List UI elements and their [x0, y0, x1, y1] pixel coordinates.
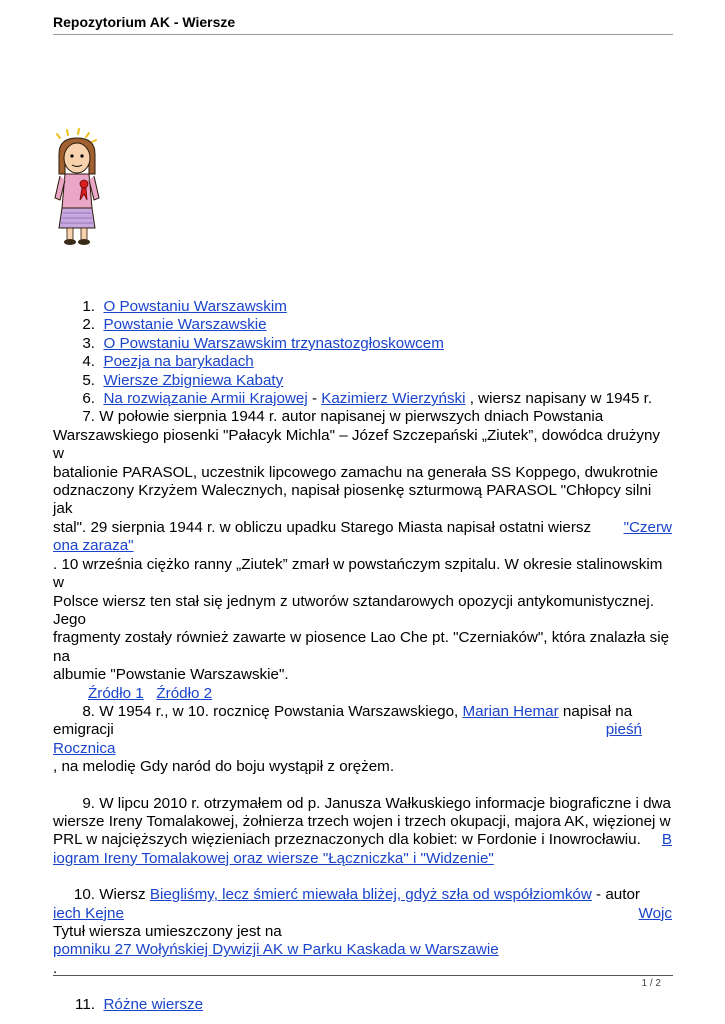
poem-list — [53, 298, 672, 1015]
link-author-wierzynski[interactable]: Kazimierz Wierzyński — [321, 390, 466, 408]
link-biogram[interactable]: B — [661, 831, 672, 849]
item-text: batalionie PARASOL, uczestnik lipcowego zamachu na generała SS Koppego, dwukrotnie — [53, 463, 659, 481]
link-wiersze-kabaty[interactable]: Wiersze Zbigniewa Kabaty — [103, 371, 284, 389]
link-author-kejne[interactable]: Wojc — [638, 904, 672, 922]
link-czerwona-zaraza-cont[interactable]: ona zaraza" — [53, 537, 134, 555]
footer-divider — [53, 975, 673, 976]
item-text: fragmenty zostały również zawarte w piosence Lao Che pt. "Czerniaków", która znalazła się na — [53, 629, 670, 665]
page-number: 1 / 2 — [641, 978, 661, 989]
link-author-kejne-cont[interactable]: iech Kejne — [53, 904, 124, 922]
link-powstaniu-warszawskim[interactable]: Powstaniu Warszawskim — [115, 298, 287, 315]
link-author-hemar[interactable]: Marian Hemar — [462, 702, 559, 720]
link-pomnik[interactable]: pomniku 27 Wołyńskiej Dywizji AK w Parku Kaskada w Warszawie — [53, 941, 499, 959]
link-poezja-na-barykadach[interactable]: Poezja na barykadach — [103, 353, 254, 371]
list-item — [53, 996, 672, 1014]
list-number: 7. — [82, 408, 95, 426]
link-rocznica[interactable]: Rocznica — [53, 739, 116, 757]
list-item — [53, 335, 672, 353]
list-item — [53, 372, 672, 390]
page-title: Repozytorium AK - Wiersze — [53, 14, 236, 30]
list-number: 8. — [82, 702, 95, 720]
item-text: Wiersz — [95, 886, 150, 904]
item-text: . — [53, 959, 58, 977]
link-czerwona-zaraza[interactable]: "Czerw — [623, 518, 672, 536]
item-text: W połowie sierpnia 1944 r. autor napisanej w pierwszych dniach Powstania — [95, 408, 604, 426]
link-o[interactable]: O — [103, 298, 116, 315]
link-powstanie-warszawskie[interactable]: Powstanie Warszawskie — [103, 316, 267, 334]
list-item — [53, 298, 672, 316]
item-text: W lipcu 2010 r. otrzymałem od p. Janusza Wałkuskiego informacje biograficzne i dwa — [95, 794, 671, 812]
list-item-9 — [53, 795, 672, 869]
list-number: 11. — [75, 996, 95, 1014]
list-number: 3. — [82, 334, 95, 352]
item-text: , wiersz napisany w 1945 r. — [465, 390, 653, 408]
spacer — [53, 777, 672, 795]
item-text: emigracji — [53, 721, 114, 739]
item-text: , na melodię Gdy naród do boju wystąpił z orężem. — [53, 758, 395, 776]
link-zrodlo-2[interactable]: Źródło 2 — [156, 684, 213, 702]
list-number: 4. — [82, 353, 95, 371]
link-poem-bieglismy[interactable]: Biegliśmy, lecz śmierć miewała bliżej, gdyż szła od współziomków — [149, 886, 592, 904]
item-text: . 10 września ciężko ranny „Ziutek” zmarł w powstańczym szpitalu. W okresie stalinowskim w — [53, 555, 663, 592]
list-item-7 — [53, 408, 672, 703]
item-text: albumie "Powstanie Warszawskie". — [53, 666, 289, 684]
list-item-10 — [53, 886, 672, 978]
item-text: Warszawskiego piosenki "Pałacyk Michla" – Józef Szczepański „Ziutek”, dowódca drużyny w — [53, 426, 660, 463]
item-text: Tytuł wiersza umieszczony jest na — [53, 923, 282, 940]
item-text: stal". 29 sierpnia 1944 r. w obliczu upadku Starego Miasta napisał ostatni wiersz — [53, 518, 592, 536]
header-divider — [53, 34, 673, 35]
item-text: Polsce wiersz ten stał się jednym z utworów sztandarowych opozycji antykomunistycznej. Jego — [53, 592, 654, 628]
item-text: wiersze Ireny Tomalakowej, żołnierza trzech wojen i trzech okupacji, majora AK, więzionej w — [53, 812, 671, 830]
link-trzynastozgloskowcem[interactable]: O Powstaniu Warszawskim trzynastozgłoskowcem — [103, 334, 444, 352]
link-piesn[interactable]: pieśń — [605, 721, 642, 739]
item-text: W 1954 r., w 10. rocznicę Powstania Warszawskiego, — [95, 702, 463, 720]
list-number: 1. — [82, 298, 95, 315]
spacer — [53, 868, 672, 886]
spacer — [53, 978, 672, 996]
item-text: napisał na — [558, 702, 633, 720]
link-biogram-cont[interactable]: iogram Ireny Tomalakowej oraz wiersze "Łączniczka" i "Widzenie" — [53, 849, 494, 867]
item-text: - autor — [591, 886, 640, 904]
link-zrodlo-1[interactable]: Źródło 1 — [88, 684, 144, 702]
girl-with-red-ribbon-icon — [51, 128, 103, 246]
list-number: 2. — [82, 316, 95, 334]
list-item — [53, 390, 672, 408]
link-na-rozwiazanie-ak[interactable]: Na rozwiązanie Armii Krajowej — [103, 390, 308, 408]
list-number: 6. — [82, 390, 95, 408]
list-number: 10. — [73, 886, 95, 904]
list-number: 9. — [82, 794, 95, 812]
list-number: 5. — [82, 371, 95, 389]
separator: - — [307, 390, 322, 408]
item-text: odznaczony Krzyżem Walecznych, napisał piosenkę szturmową PARASOL "Chłopcy silni jak — [53, 482, 652, 518]
list-item — [53, 316, 672, 334]
list-item — [53, 353, 672, 371]
list-item-8 — [53, 703, 672, 777]
item-text: PRL w najcięższych więzieniach przeznaczonych dla kobiet: w Fordonie i Inowrocławiu. — [53, 831, 641, 849]
link-rozne-wiersze[interactable]: Różne wiersze — [103, 996, 204, 1014]
